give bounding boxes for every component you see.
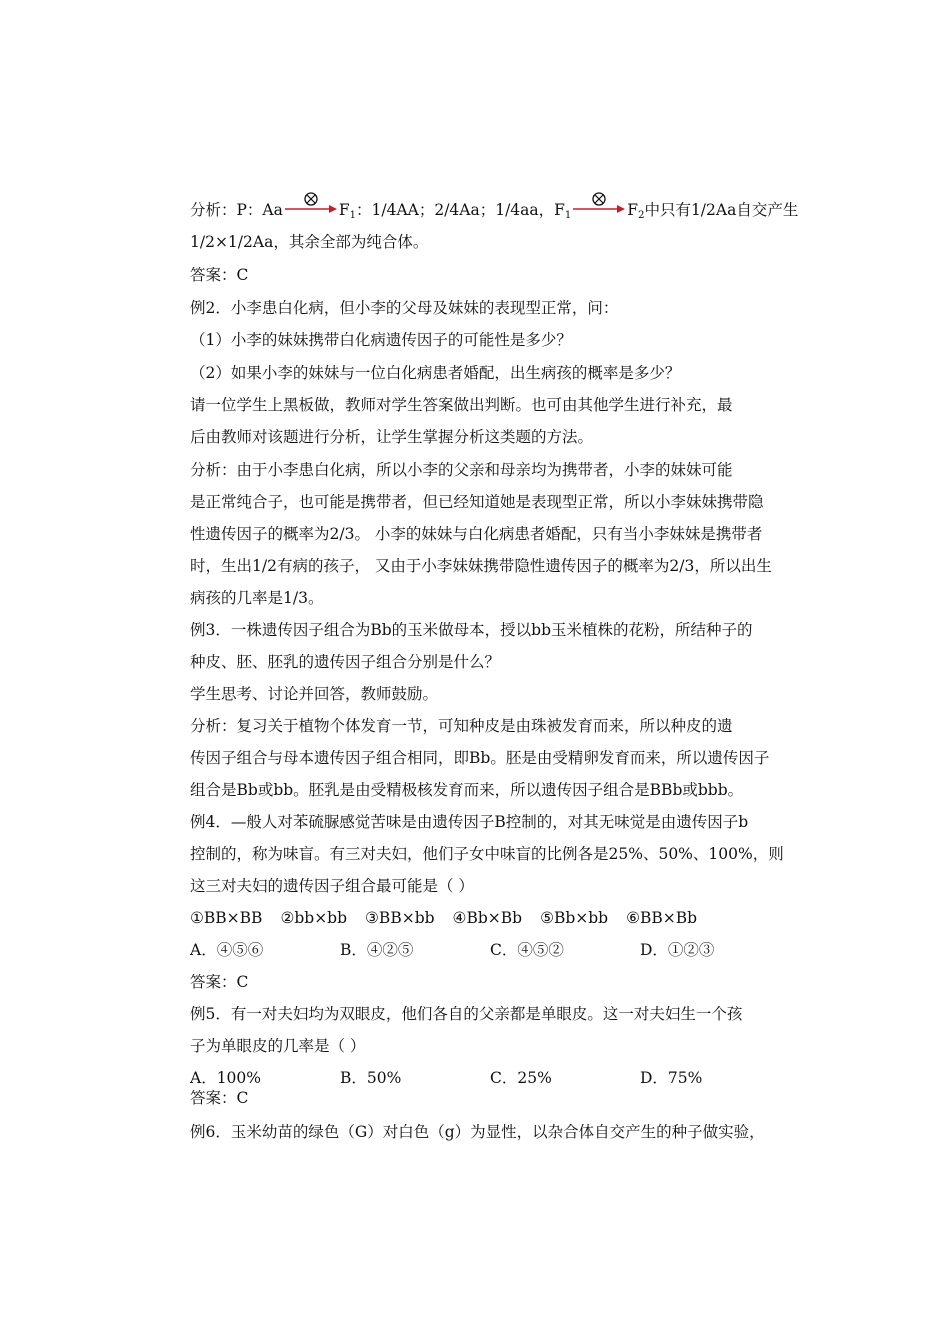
example-4-line-3: 这三对夫妇的遗传因子组合最可能是（ ）: [190, 877, 474, 895]
subscript: 1: [564, 210, 572, 221]
answer-4: 答案：C: [190, 973, 249, 991]
example-3-analysis-1: 分析：复习关于植物个体发育一节，可知种皮是由珠被发育而来，所以种皮的遗: [190, 717, 733, 735]
example-3-teaching: 学生思考、讨论并回答，教师鼓励。: [190, 685, 439, 703]
genotype-item: ⑥BB×Bb: [626, 909, 698, 927]
option-a: A．100%: [190, 1069, 262, 1087]
option-b: B．④②⑤: [340, 941, 414, 959]
genotype-item: ②bb×bb: [280, 909, 348, 927]
example-4-line-1: 例4．—般人对苯硫脲感觉苦味是由遗传因子B控制的，对其无味觉是由遗传因子b: [190, 813, 749, 831]
example-5-options: [190, 1068, 790, 1088]
subscript: 1: [349, 210, 357, 221]
text: 分析：P：Aa: [190, 201, 283, 219]
option-d: D．①②③: [640, 941, 715, 959]
example-3-analysis-3: 组合是Bb或bb。胚乳是由受精极核发育而来，所以遗传因子组合是BBb或bbb。: [190, 781, 744, 799]
example-2-analysis-1: 分析：由于小李患白化病，所以小李的父亲和母亲均为携带者，小李的妹妹可能: [190, 461, 733, 479]
example-6-line-1: 例6．玉米幼苗的绿色（G）对白色（g）为显性，以杂合体自交产生的种子做实验，: [190, 1123, 765, 1141]
example-4-line-2: 控制的，称为味盲。有三对夫妇，他们子女中味盲的比例各是25%、50%、100%，则: [190, 845, 784, 863]
option-a: A．④⑤⑥: [190, 941, 264, 959]
example-4-genotypes: [190, 908, 715, 928]
text: 中只有1/2Aa自交产生: [644, 201, 799, 219]
example-2-analysis-5: 病孩的几率是1/3。: [190, 589, 324, 607]
text: ：1/4AA；2/4Aa；1/4aa，F: [356, 201, 565, 219]
text: F: [627, 201, 639, 219]
analysis-1-line-1: [190, 200, 798, 226]
answer-5: 答案：C: [190, 1089, 249, 1107]
example-3-analysis-2: 传因子组合与母本遗传因子组合相同，即Bb。胚是由受精卵发育而来，所以遗传因子: [190, 749, 770, 767]
text: F: [338, 201, 350, 219]
example-2-analysis-3: 性遗传因子的概率为2/3。 小李的妹妹与白化病患者婚配，只有当小李妹妹是携带者: [190, 525, 763, 543]
example-5-line-2: 子为单眼皮的几率是（ ）: [190, 1037, 366, 1055]
example-2-teaching-1: 请一位学生上黑板做，教师对学生答案做出判断。也可由其他学生进行补充，最: [190, 396, 733, 414]
example-2-analysis-4: 时，生出1/2有病的孩子， 又由于小李妹妹携带隐性遗传因子的概率为2/3，所以出生: [190, 557, 772, 575]
genotype-item: ①BB×BB: [190, 909, 263, 927]
example-2-analysis-2: 是正常纯合子，也可能是携带者，但已经知道她是表现型正常，所以小李妹妹携带隐: [190, 493, 764, 511]
example-3-line-1: 例3．一株遗传因子组合为Bb的玉米做母本，授以bb玉米植株的花粉，所结种子的: [190, 621, 753, 639]
genotype-item: ③BB×bb: [365, 909, 435, 927]
example-3-line-2: 种皮、胚、胚乳的遗传因子组合分别是什么？: [190, 653, 501, 671]
analysis-1-line-2: 1/2×1/2Aa，其余全部为纯合体。: [190, 233, 429, 251]
example-4-options: [190, 940, 790, 960]
example-2-title: 例2．小李患白化病，但小李的父母及妹妹的表现型正常，问：: [190, 299, 619, 317]
subscript: 2: [638, 210, 645, 221]
option-c: C．25%: [490, 1069, 552, 1087]
answer-1: 答案：C: [190, 266, 249, 284]
option-b: B．50%: [340, 1069, 402, 1087]
self-cross-arrow-icon: [285, 201, 337, 221]
genotype-item: ⑤Bb×bb: [540, 909, 609, 927]
example-2-question-2: （2）如果小李的妹妹与一位白化病患者婚配，出生病孩的概率是多少？: [190, 364, 681, 382]
genotype-item: ④Bb×Bb: [452, 909, 523, 927]
example-2-teaching-2: 后由教师对该题进行分析，让学生掌握分析这类题的方法。: [190, 428, 594, 446]
example-2-question-1: （1）小李的妹妹携带白化病遗传因子的可能性是多少？: [190, 331, 572, 349]
option-d: D．75%: [640, 1069, 703, 1087]
example-5-line-1: 例5．有一对夫妇均为双眼皮，他们各自的父亲都是单眼皮。这一对夫妇生一个孩: [190, 1005, 743, 1023]
self-cross-arrow-icon: [573, 201, 625, 221]
option-c: C．④⑤②: [490, 941, 564, 959]
